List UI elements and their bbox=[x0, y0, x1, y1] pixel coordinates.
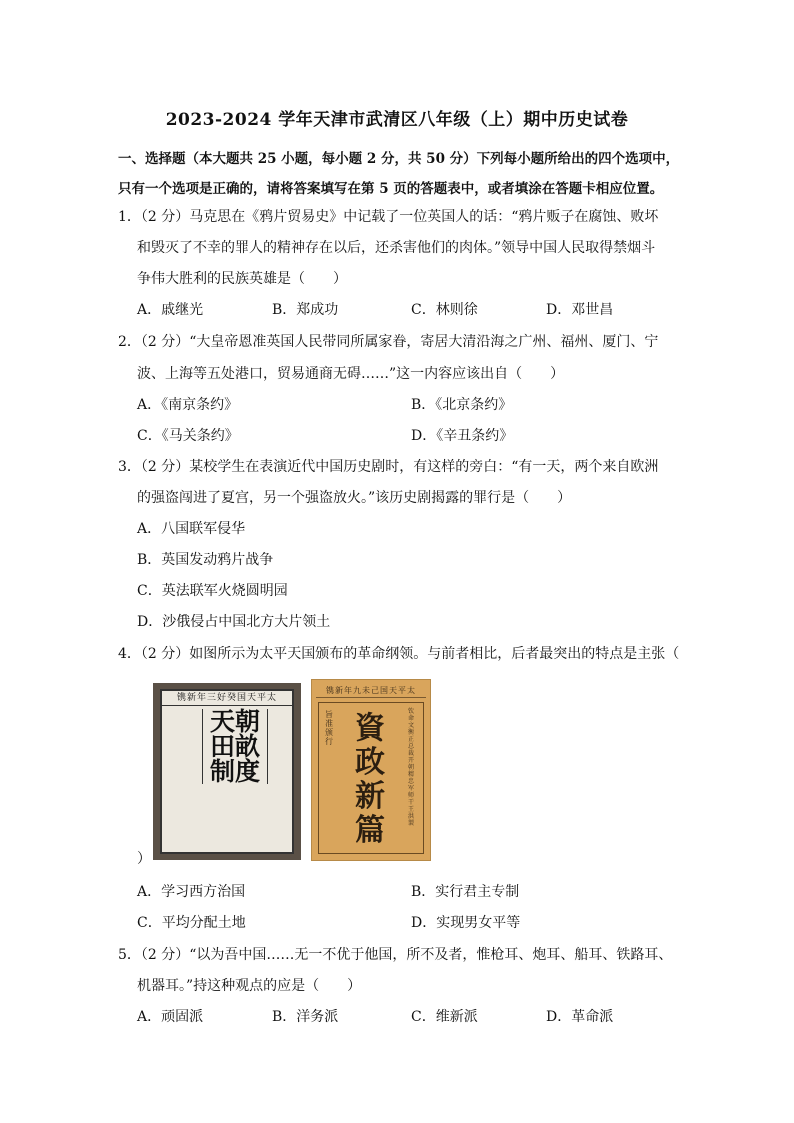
q2-line1: 2．（2 分）“大皇帝恩准英国人民带同所属家眷，寄居大清沿海之广州、福州、厦门、宁 bbox=[118, 334, 659, 350]
q1-option-c: C．林则徐 bbox=[411, 302, 478, 318]
q4-option-a: A．学习西方治国 bbox=[137, 884, 246, 900]
q1-line1: 1．（2 分）马克思在《鸦片贸易史》中记载了一位英国人的话：“鸦片贩子在腐蚀、败坏 bbox=[118, 209, 659, 225]
q2-option-b: B．《北京条约》 bbox=[411, 397, 513, 413]
tianchao-tianmu-zhidu-image bbox=[153, 683, 301, 860]
q1-line2: 和毁灭了不幸的罪人的精神存在以后，还杀害他们的肉体。”领导中国人民取得禁烟斗 bbox=[137, 240, 656, 256]
image2-top-caption: 太平天国己未九年新镌 bbox=[316, 684, 426, 698]
q4-option-d: D．实现男女平等 bbox=[411, 915, 521, 931]
q5-option-c: C．维新派 bbox=[411, 1009, 478, 1025]
q3-option-b: B．英国发动鸦片战争 bbox=[137, 552, 274, 568]
q3-option-a: A．八国联军侵华 bbox=[137, 521, 246, 537]
q2-option-c: C．《马关条约》 bbox=[137, 428, 239, 444]
q3-line2: 的强盗闯进了夏宫，另一个强盗放火。”该历史剧揭露的罪行是（ ） bbox=[137, 490, 572, 506]
zizheng-xinpian-image bbox=[311, 679, 431, 861]
page-title: 2023-2024 学年天津市武清区八年级（上）期中历史试卷 bbox=[165, 110, 629, 130]
q5-option-a: A．顽固派 bbox=[137, 1009, 204, 1025]
section-instructions-line2: 只有一个选项是正确的，请将答案填写在第 5 页的答题表中，或者填涂在答题卡相应位置。 bbox=[118, 181, 664, 197]
q1-option-b: B．郑成功 bbox=[272, 302, 339, 318]
q3-option-c: C．英法联军火烧圆明园 bbox=[137, 583, 288, 599]
image2-title-text: 資政新篇 bbox=[355, 711, 385, 848]
q1-option-a: A．戚继光 bbox=[137, 302, 204, 318]
image1-title-text: 天朝田畝制度 bbox=[202, 709, 268, 784]
image1-top-caption: 太平天国癸好三年新镌 bbox=[162, 691, 292, 706]
q4-close-paren: ） bbox=[137, 851, 151, 867]
q1-option-d: D．邓世昌 bbox=[546, 302, 614, 318]
q2-option-a: A．《南京条约》 bbox=[137, 397, 239, 413]
q4-option-c: C．平均分配土地 bbox=[137, 915, 246, 931]
image2-side-right: 钦命文衡正总裁开朝精忠军师干王洪 製 bbox=[407, 708, 414, 827]
image2-side-left: 旨准颁行 bbox=[325, 710, 333, 746]
q2-option-d: D．《辛丑条约》 bbox=[411, 428, 514, 444]
q5-line2: 机器耳。”持这种观点的应是（ ） bbox=[137, 978, 362, 994]
q3-option-d: D．沙俄侵占中国北方大片领土 bbox=[137, 614, 331, 630]
q1-line3: 争伟大胜利的民族英雄是（ ） bbox=[137, 271, 347, 287]
q3-line1: 3．（2 分）某校学生在表演近代中国历史剧时，有这样的旁白：“有一天，两个来自欧洲 bbox=[118, 459, 659, 475]
q4-option-b: B．实行君主专制 bbox=[411, 884, 520, 900]
q5-line1: 5．（2 分）“以为吾中国……无一不优于他国，所不及者，惟枪耳、炮耳、船耳、铁路耳、 bbox=[118, 947, 673, 963]
q5-option-d: D．革命派 bbox=[546, 1009, 614, 1025]
q5-option-b: B．洋务派 bbox=[272, 1009, 339, 1025]
section-instructions-line1: 一、选择题（本大题共 25 小题，每小题 2 分，共 50 分）下列每小题所给出的四个选项中， bbox=[118, 151, 680, 167]
q2-line2: 波、上海等五处港口，贸易通商无碍……”这一内容应该出自（ ） bbox=[137, 366, 565, 382]
q4-line1: 4．（2 分）如图所示为太平天国颁布的革命纲领。与前者相比，后者最突出的特点是主张（ bbox=[118, 646, 680, 662]
